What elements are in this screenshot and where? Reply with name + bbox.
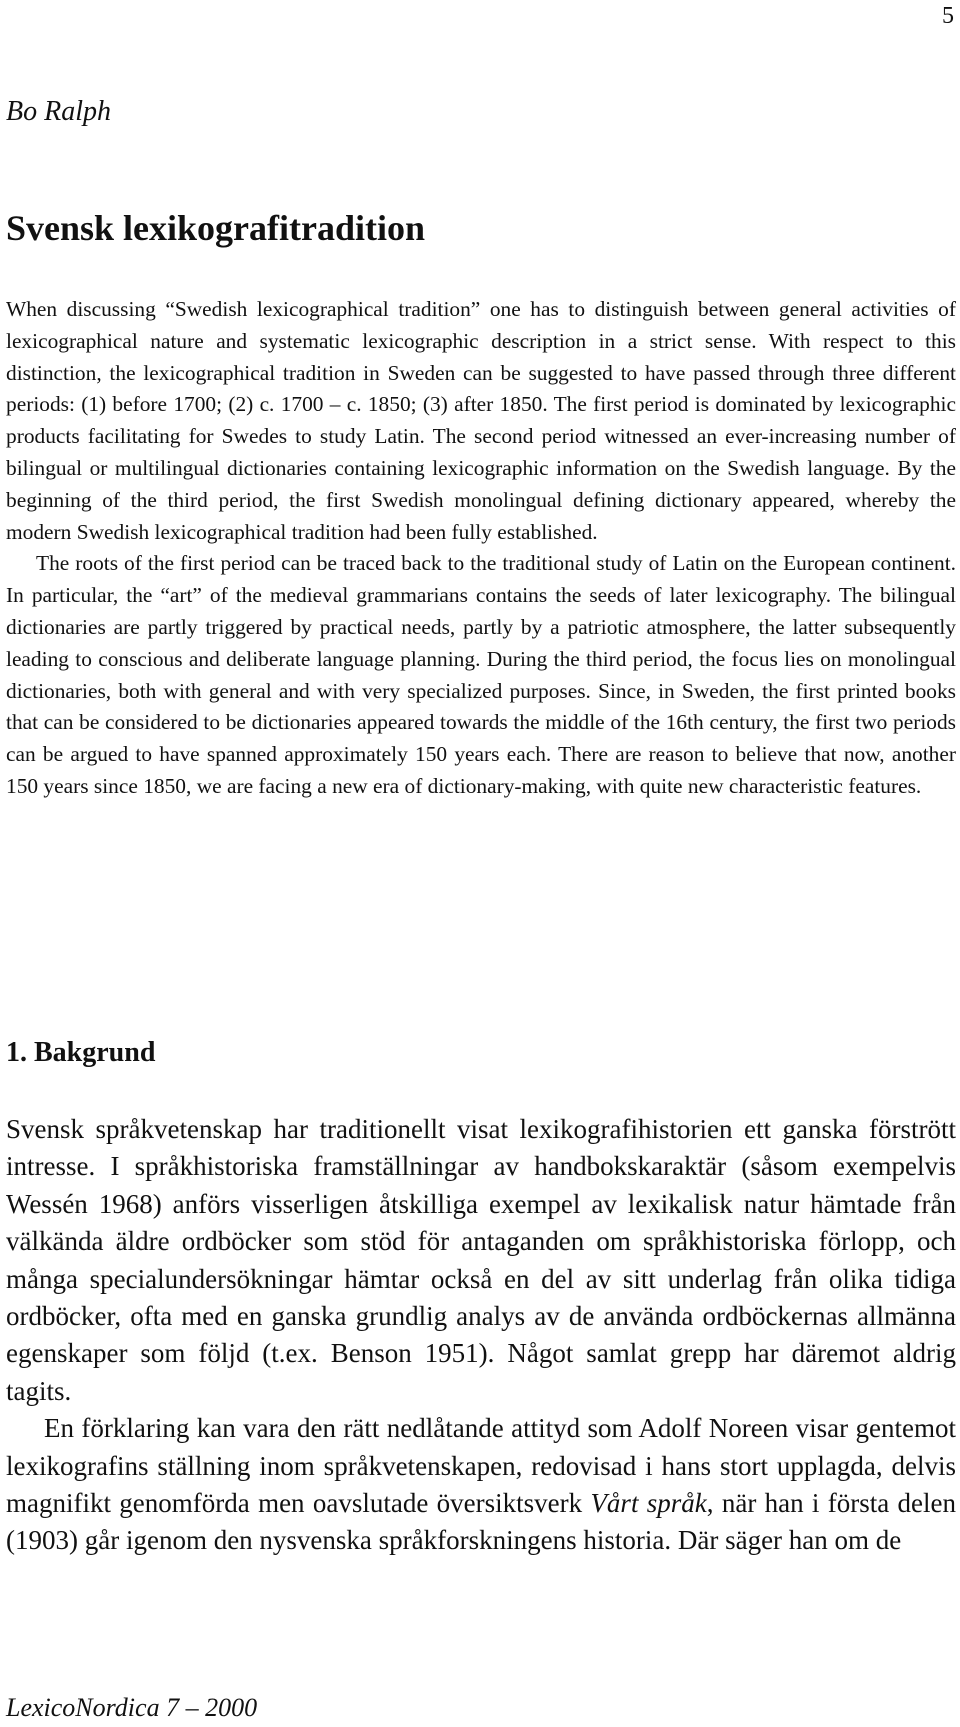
footer-journal: LexicoNordica 7 – 2000 xyxy=(6,1693,258,1722)
section-heading: 1. Bakgrund xyxy=(6,1037,156,1068)
article-title: Svensk lexikografitradition xyxy=(6,208,426,248)
work-title: Vårt språk xyxy=(590,1488,707,1519)
body-text-segment: , när han i första delen (1903) går igenom den nysvenska språkforskningens historia. Där säger han om de xyxy=(6,1488,957,1556)
author-name: Bo Ralph xyxy=(6,96,111,127)
body-paragraph xyxy=(6,1410,956,1560)
abstract-paragraph: When discussing “Swedish lexicographical tradition” one has to distinguish between general activities of lexicographical nature and systematic lexicographic description in a strict sense. With respect to this distinction, the lexicographical tradition in Sweden can be suggested to have passed through three different periods: (1) before 1700; (2) c. 1700 – c. 1850; (3) after 1850. The first period is dominated by lexicographic products facilitating for Swedes to study Latin. The second period witnessed an ever-increasing number of bilingual or multilingual dictionaries containing lexicographic information on the Swedish language. By the beginning of the third period, the first Swedish monolingual defining dictionary appeared, whereby the modern Swedish lexicographical tradition had been fully established. xyxy=(6,297,956,544)
abstract-paragraph: The roots of the first period can be traced back to the traditional study of Latin on the European continent. In particular, the “art” of the medieval grammarians contains the seeds of later lexicography. The bilingual dictionaries are partly triggered by practical needs, partly by a patriotic atmosphere, the latter subsequently leading to conscious and deliberate language planning. During the third period, the focus lies on monolingual dictionaries, both with general and with very specialized purposes. Since, in Sweden, the first printed books that can be considered to be dictionaries appeared towards the middle of the 16th century, the first two periods can be argued to have spanned approximately 150 years each. There are reason to believe that now, another 150 years since 1850, we are facing a new era of dictionary-making, with quite new characteristic features. xyxy=(6,551,956,798)
abstract xyxy=(6,294,956,803)
page-number: 5 xyxy=(942,3,954,29)
section-body xyxy=(6,1111,956,1560)
body-paragraph: Svensk språkvetenskap har traditionellt visat lexikografihistorien ett ganska förstrött intresse. I språkhistoriska framställningar av handbokskaraktär (såsom exempelvis Wessén 1968) anförs visserligen åtskilliga exempel av lexikalisk natur hämtade från välkända äldre ordböcker som stöd för antaganden om språkhistoriska förlopp, och många specialundersökningar hämtar också en del av sitt underlag från olika tidiga ordböcker, ofta med en ganska grundlig analys av de använda ordböckernas allmänna egenskaper som följd (t.ex. Benson 1951). Något samlat grepp har däremot aldrig tagits. xyxy=(6,1114,956,1406)
body-text-segment: En förklaring kan vara den rätt nedlåtande attityd som Adolf Noreen visar gentemot lexikografins ställning inom språkvetenskapen, redovisad i hans stort upplagda, delvis magnifikt genomförda men oavslutade översiktsverk xyxy=(6,1413,956,1519)
